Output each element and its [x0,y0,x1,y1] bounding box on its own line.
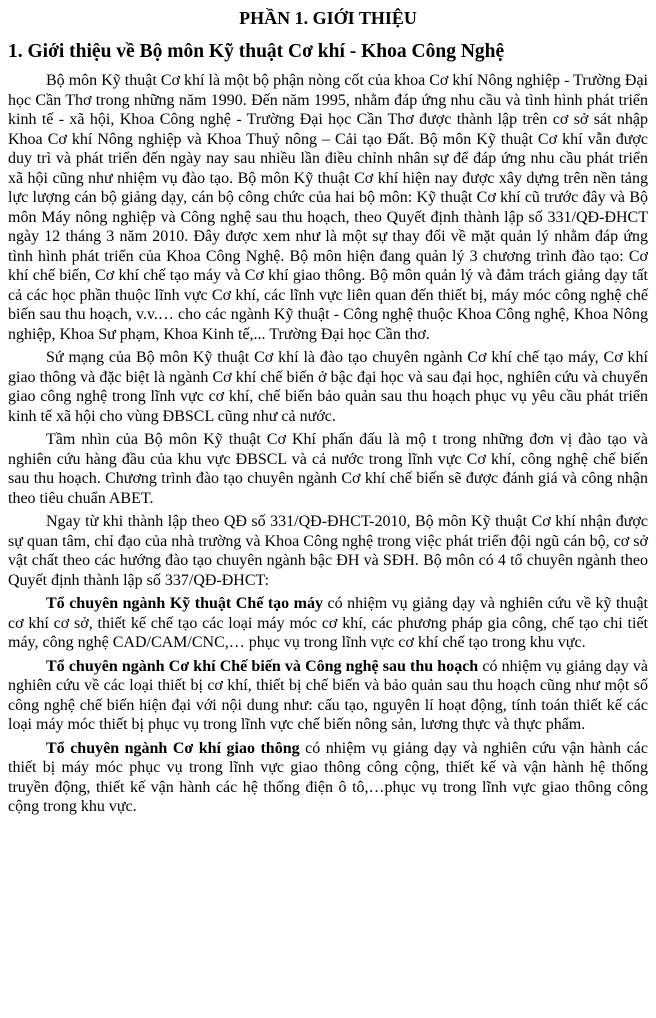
paragraph-vision [8,430,648,508]
paragraph-mission [8,348,648,426]
paragraph-text: có nhiệm vụ giảng dạy và nghiên cứu về kỹ thuật cơ khí cơ sở, thiết kế chế tạo các loại máy móc cơ khí, các phương pháp gia công, chế tạo chi tiết máy, công nghệ CAD/CAM/CNC,… phục vụ trong lĩnh vực cơ khí chế tạo trong khu vực. [8,595,648,651]
paragraph-bold-lead: Tổ chuyên ngành Cơ khí giao thông [46,739,300,757]
paragraph-group-transportation [8,739,648,817]
part-title: PHẦN 1. GIỚI THIỆU [239,8,417,28]
paragraph-text: Tầm nhìn của Bộ môn Kỹ thuật Cơ Khí phấn đấu là mộ t trong những đơn vị đào tạo và nghiên cứu hàng đầu của khu vực ĐBSCL và cả nước trong lĩnh vực Cơ khí, công nghệ chế biến sau thu hoạch. Chương trình đào tạo chuyên ngành Cơ khí chế biến sẽ được đánh giá và công nhận theo tiêu chuẩn ABET. [8,431,648,507]
section-heading: 1. Giới thiệu về Bộ môn Kỹ thuật Cơ khí - Khoa Công Nghệ [8,41,505,62]
paragraph-text: có nhiệm vụ giảng dạy và nghiên cứu về các loại thiết bị cơ khí, thiết bị chế biến và bảo quản sau thu hoạch cũng như một số công nghệ chế biến hiện đại với nội dung như: cấu tạo, nguyên lí hoạt động, tính toán thiết kế các loại máy móc thiết bị phục vụ trong lĩnh vực chế biến nông sản, lương thực và thực phẩm. [8,657,649,733]
paragraph-text: Ngay từ khi thành lập theo QĐ số 331/QĐ-ĐHCT-2010, Bộ môn Kỹ thuật Cơ khí nhận được sự quan tâm, chỉ đạo của nhà trường và Khoa Công nghệ trong việc phát triển đội ngũ cán bộ, cơ sở vật chất theo các hướng đào tạo chuyên ngành bậc ĐH và SĐH. Bộ môn có 4 tổ chuyên ngành theo Quyết định thành lập số 337/QĐ-ĐHCT: [8,513,648,589]
paragraph-establishment [8,512,648,590]
paragraph-text: có nhiệm vụ giảng dạy và nghiên cứu vận hành các thiết bị máy móc phục vụ trong lĩnh vực giao thông công cộng, thiết kế và vận hành hệ thống truyền động, thiết kế vận hành các hệ thống điện ô tô,…phục vụ trong lĩnh vực giao thông công cộng trong khu vực. [8,739,648,815]
paragraph-bold-lead: Tổ chuyên ngành Kỹ thuật Chế tạo máy [46,595,324,612]
paragraph-text: Sứ mạng của Bộ môn Kỹ thuật Cơ khí là đào tạo chuyên ngành Cơ khí chế tạo máy, Cơ khí giao thông và đặc biệt là ngành Cơ khí chế biến ở bậc đại học và sau đại học, nghiên cứu và chuyển giao công nghệ trong lĩnh vực cơ khí, chế biến bảo quản sau thu hoạch phục vụ yêu cầu phát triển kinh tế xã hội cho vùng ĐBSCL cũng như cả nước. [8,349,648,425]
paragraph-group-machine-manufacturing [8,594,648,653]
paragraph-intro-history [8,71,648,344]
paragraph-bold-lead: Tổ chuyên ngành Cơ khí Chế biến và Công nghệ sau thu hoạch [46,657,479,675]
paragraph-text: Bộ môn Kỹ thuật Cơ khí là một bộ phận nòng cốt của khoa Cơ khí Nông nghiệp - Trường Đại học Cần Thơ trong những năm 1990. Đến năm 1995, nhằm đáp ứng nhu cầu và tình hình phát triển kinh tế - xã hội, Khoa Công nghệ - Trường Đại học Cần Thơ được thành lập trên cơ sở sát nhập Khoa Cơ khí Nông nghiệp và Khoa Thuỷ nông – Cải tạo Đất. Bộ môn Kỹ thuật Cơ khí vẫn được duy trì và phát triển đến ngày nay sau nhiều lần điều chỉnh nhân sự để đáp ứng nhu cầu phát triển xã hội cũng như nhiệm vụ đào tạo. Bộ môn Kỹ thuật Cơ khí hiện nay được xây dựng trên nền tảng lực lượng cán bộ giảng dạy, cán bộ công chức của hai bộ môn: Kỹ thuật Cơ khí cũ trước đây và Bộ môn Máy nông nghiệp và Công nghệ sau thu hoạch, theo Quyết định thành lập số 331/QĐ-ĐHCT ngày 12 tháng 3 năm 2010. Đây được xem như là một sự thay đổi về mặt quản lý nhằm đáp ứng tình hình phát triển của Khoa Công Nghệ. Bộ môn hiện đang quản lý 3 chương trình đào tạo: Cơ khí chế biến, Cơ khí chế tạo máy và Cơ khí giao thông. Bộ môn quản lý và đảm trách giảng dạy tất cả các học phần thuộc lĩnh vực Cơ khí, các lĩnh vực liên quan đến thiết bị, máy móc công nghệ chế biến sau thu hoạch, v.v.… cho các ngành Kỹ thuật - Công nghệ thuộc Khoa Công nghệ, Khoa Nông nghiệp, Khoa Sư phạm, Khoa Kinh tế,... Trường Đại học Cần thơ. [8,72,648,343]
paragraph-group-processing-postharvest [8,657,648,735]
